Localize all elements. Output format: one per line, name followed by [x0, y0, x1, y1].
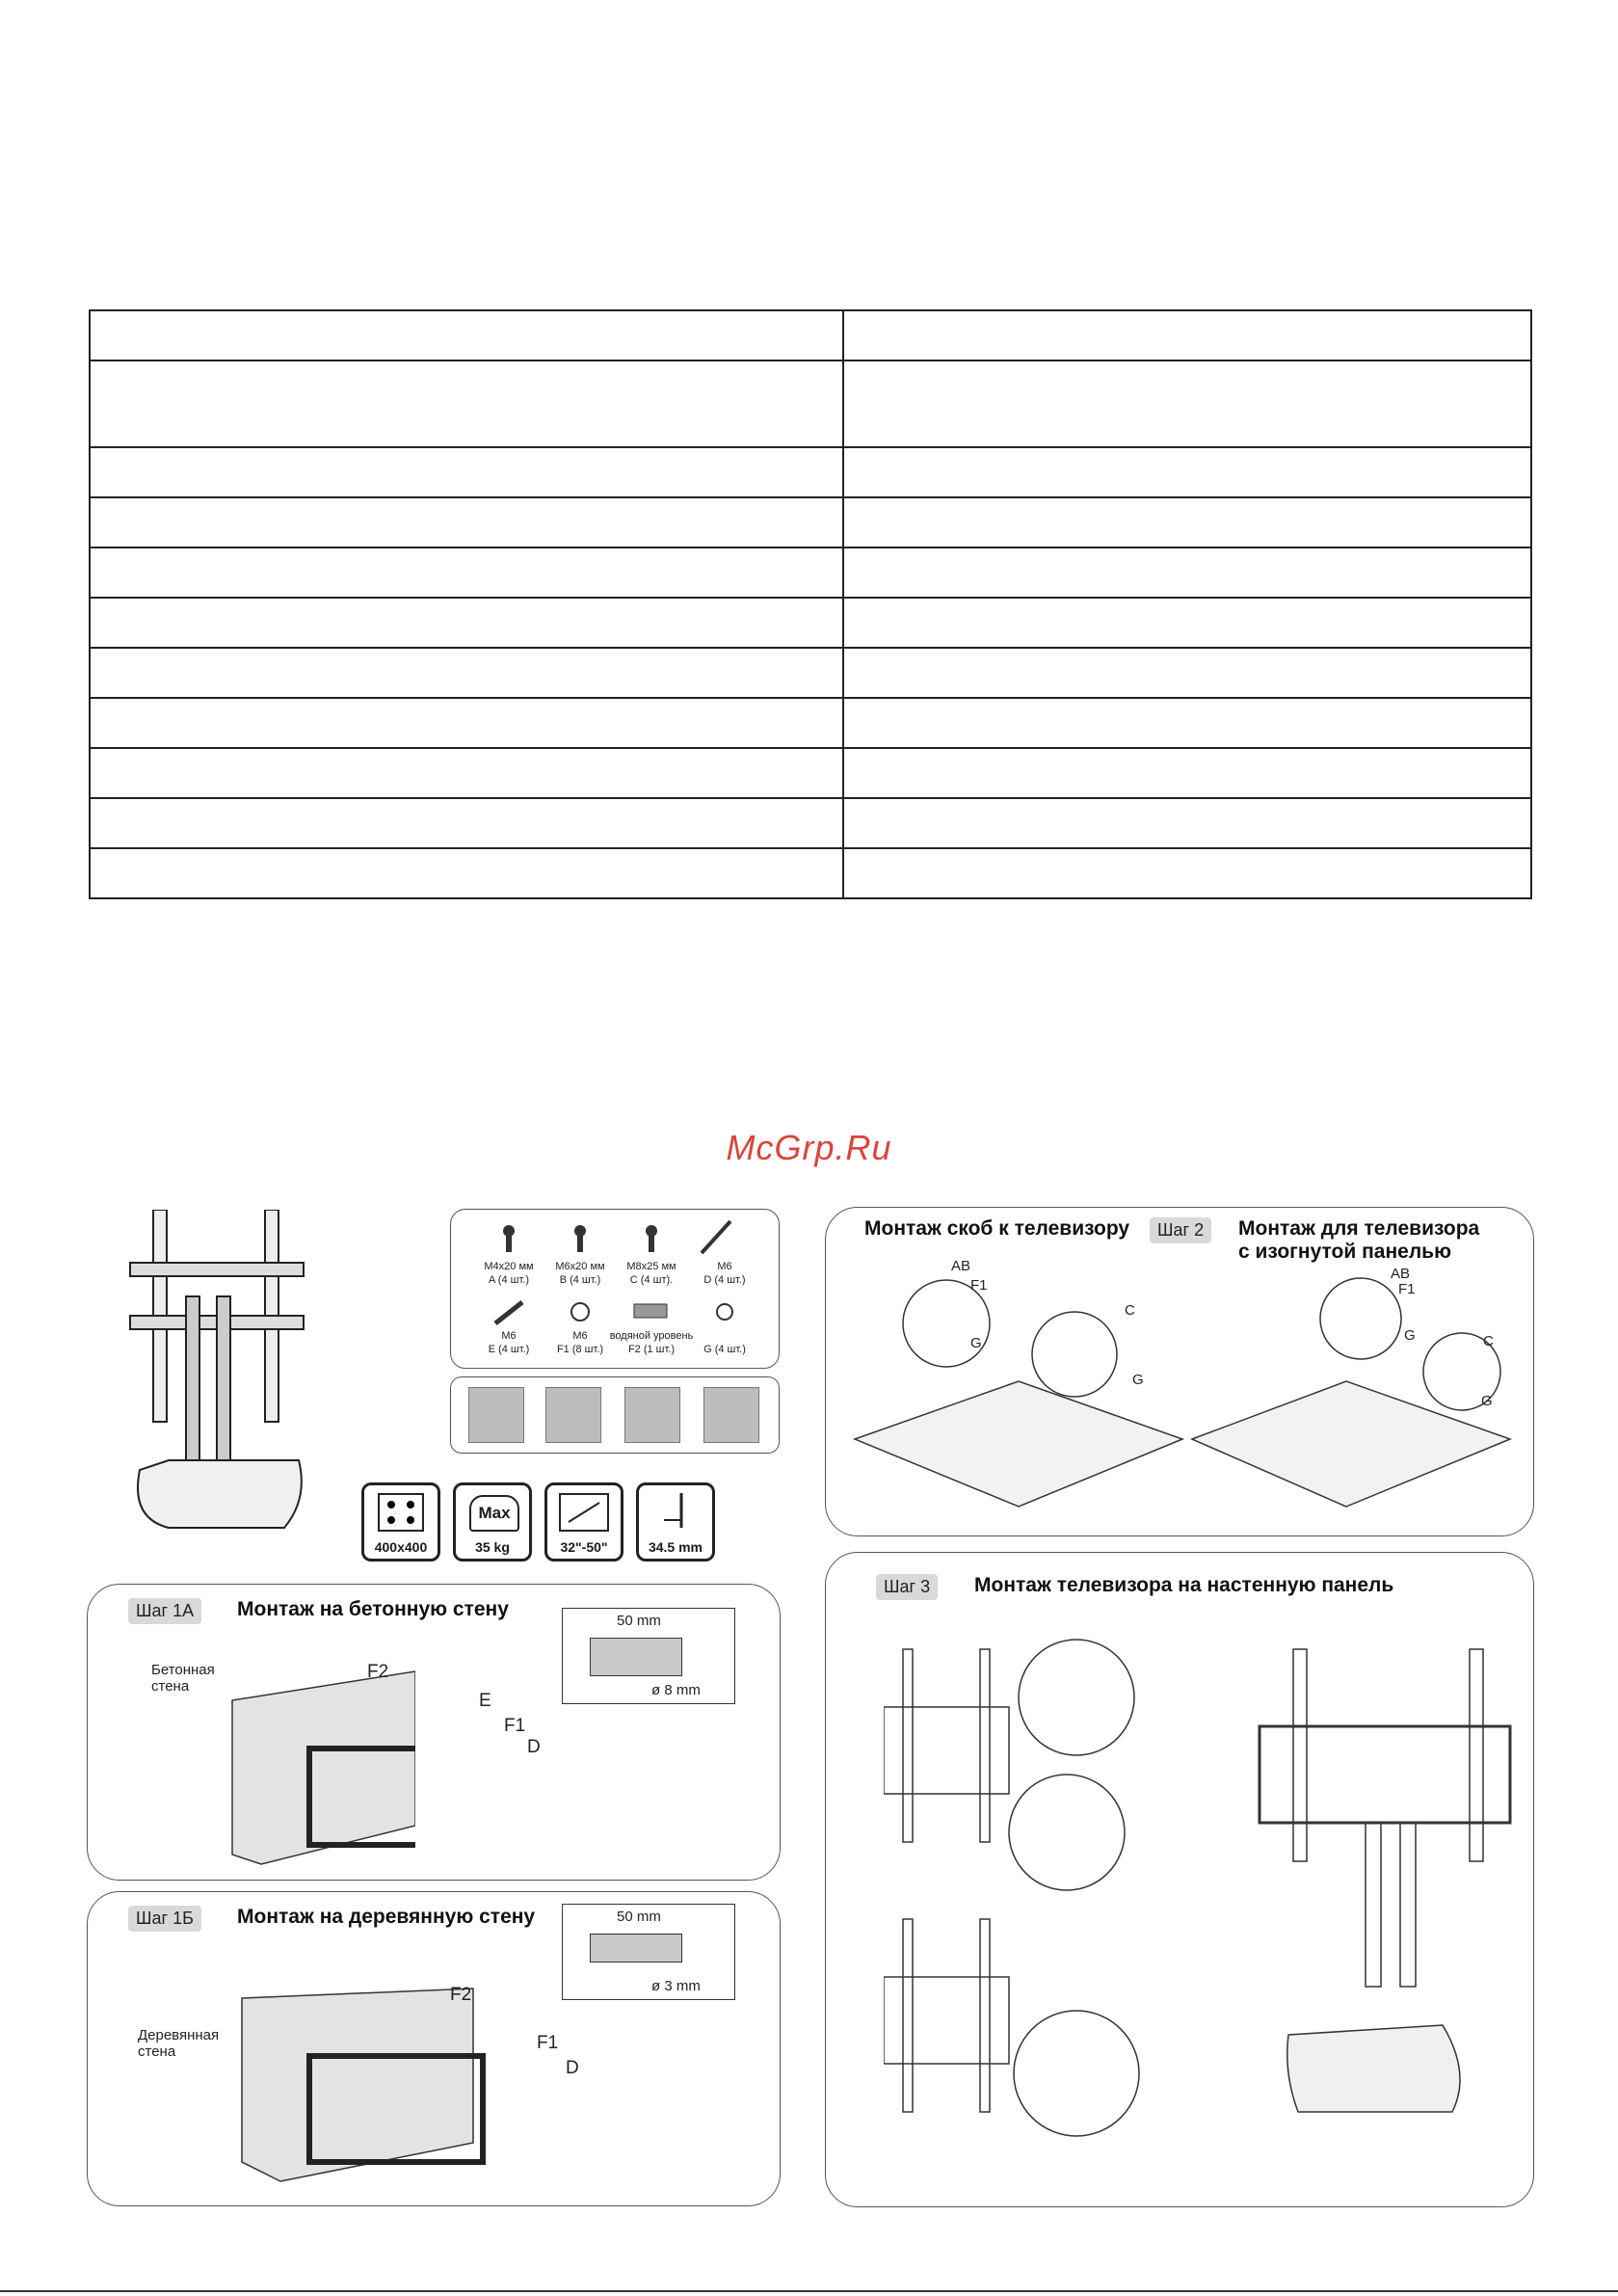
label-g: G: [1132, 1372, 1144, 1388]
label-ab: AB: [951, 1258, 971, 1274]
tools-panel: [450, 1376, 780, 1454]
label-g: G: [1404, 1327, 1416, 1344]
label-f2: F2: [367, 1662, 389, 1682]
watermark: McGrp.Ru: [726, 1128, 892, 1167]
step-3-drawing: [884, 1630, 1520, 2189]
hw-e: M6 E (4 шт.): [488, 1330, 530, 1355]
hw-d: M6 D (4 шт.): [703, 1261, 746, 1286]
hw-b: M6x20 мм B (4 шт.): [555, 1261, 605, 1286]
step-2-panel: [825, 1207, 1534, 1536]
label-e: E: [479, 1691, 491, 1711]
step-1b-title: Монтаж на деревянную стену: [237, 1906, 536, 1928]
step-1b-tag: Шаг 1Б: [128, 1906, 201, 1932]
drill-icon: [624, 1387, 680, 1443]
hw-a: M4x20 мм A (4 шт.): [484, 1261, 534, 1286]
step-3-panel: [825, 1552, 1534, 2207]
label-c: C: [1483, 1333, 1494, 1349]
table-row: [90, 547, 1531, 598]
step-3-tag: Шаг 3: [876, 1574, 938, 1600]
screen-size-icon: 32"-50": [544, 1482, 623, 1562]
table-row: [90, 447, 1531, 497]
vesa-icon: 400x400: [361, 1482, 440, 1562]
label-g: G: [970, 1335, 982, 1351]
hole-width: 50 mm: [617, 1613, 661, 1629]
step-2-left-title: Монтаж скоб к телевизору: [864, 1217, 1130, 1240]
step-2-tag: Шаг 2: [1150, 1217, 1211, 1243]
screwdriver-icon: [545, 1387, 601, 1443]
label-f1: F1: [504, 1716, 526, 1736]
hole-diameter: ø 3 mm: [651, 1978, 701, 1994]
label-c: C: [1125, 1302, 1135, 1319]
table-row: [90, 648, 1531, 698]
tape-measure-icon: [703, 1387, 759, 1443]
table-row: [90, 598, 1531, 648]
wall-label: Бетонная стена: [151, 1662, 215, 1695]
table-row: [90, 798, 1531, 848]
table-row: [90, 310, 1531, 360]
label-f1: F1: [537, 2033, 559, 2053]
page-footer-rule: [0, 2290, 1618, 2292]
step-1a-title: Монтаж на бетонную стену: [237, 1598, 509, 1620]
hw-f2: водяной уровень F2 (1 шт.): [609, 1330, 694, 1355]
table-row: [90, 497, 1531, 547]
label-f2: F2: [450, 1985, 472, 2005]
max-load-icon: Max 35 kg: [453, 1482, 532, 1562]
step-1b-panel: [87, 1891, 781, 2206]
step-1a-panel: [87, 1584, 781, 1881]
wood-wall-drawing: [223, 1969, 531, 2191]
table-row: [90, 748, 1531, 798]
step-2-drawing: [845, 1266, 1520, 1526]
step-3-title: Монтаж телевизора на настенную панель: [974, 1574, 1394, 1596]
step-1a-tag: Шаг 1А: [128, 1598, 201, 1624]
label-f1: F1: [970, 1277, 988, 1294]
spec-table: [89, 309, 1532, 899]
label-ab: AB: [1391, 1266, 1411, 1282]
level-tool-icon: [468, 1387, 524, 1443]
table-row: [90, 848, 1531, 898]
hole-detail: [562, 1904, 735, 2000]
max-label: Max: [469, 1495, 519, 1532]
label-d: D: [566, 2058, 579, 2078]
hole-diagram: [590, 1934, 682, 1962]
hole-detail: [562, 1608, 735, 1704]
hole-diameter: ø 8 mm: [651, 1682, 701, 1698]
table-row: [90, 360, 1531, 447]
step-2-right-title: Монтаж для телевизора с изогнутой панелью: [1238, 1217, 1480, 1263]
stand-illustration: [111, 1210, 313, 1547]
hw-c: M8x25 мм C (4 шт).: [626, 1261, 676, 1286]
wall-label: Деревянная стена: [138, 2027, 220, 2060]
hole-diagram: [590, 1638, 682, 1676]
wall-drawing: [223, 1662, 415, 1874]
hole-width: 50 mm: [617, 1909, 661, 1925]
wall-depth-icon: 34.5 mm: [636, 1482, 715, 1562]
hardware-panel: [450, 1209, 780, 1369]
label-f1: F1: [1398, 1281, 1416, 1297]
table-row: [90, 698, 1531, 748]
hw-f1: M6 F1 (8 шт.): [556, 1330, 604, 1355]
label-d: D: [527, 1737, 541, 1757]
label-g: G: [1481, 1393, 1493, 1409]
hw-g: G (4 шт.): [703, 1344, 746, 1355]
